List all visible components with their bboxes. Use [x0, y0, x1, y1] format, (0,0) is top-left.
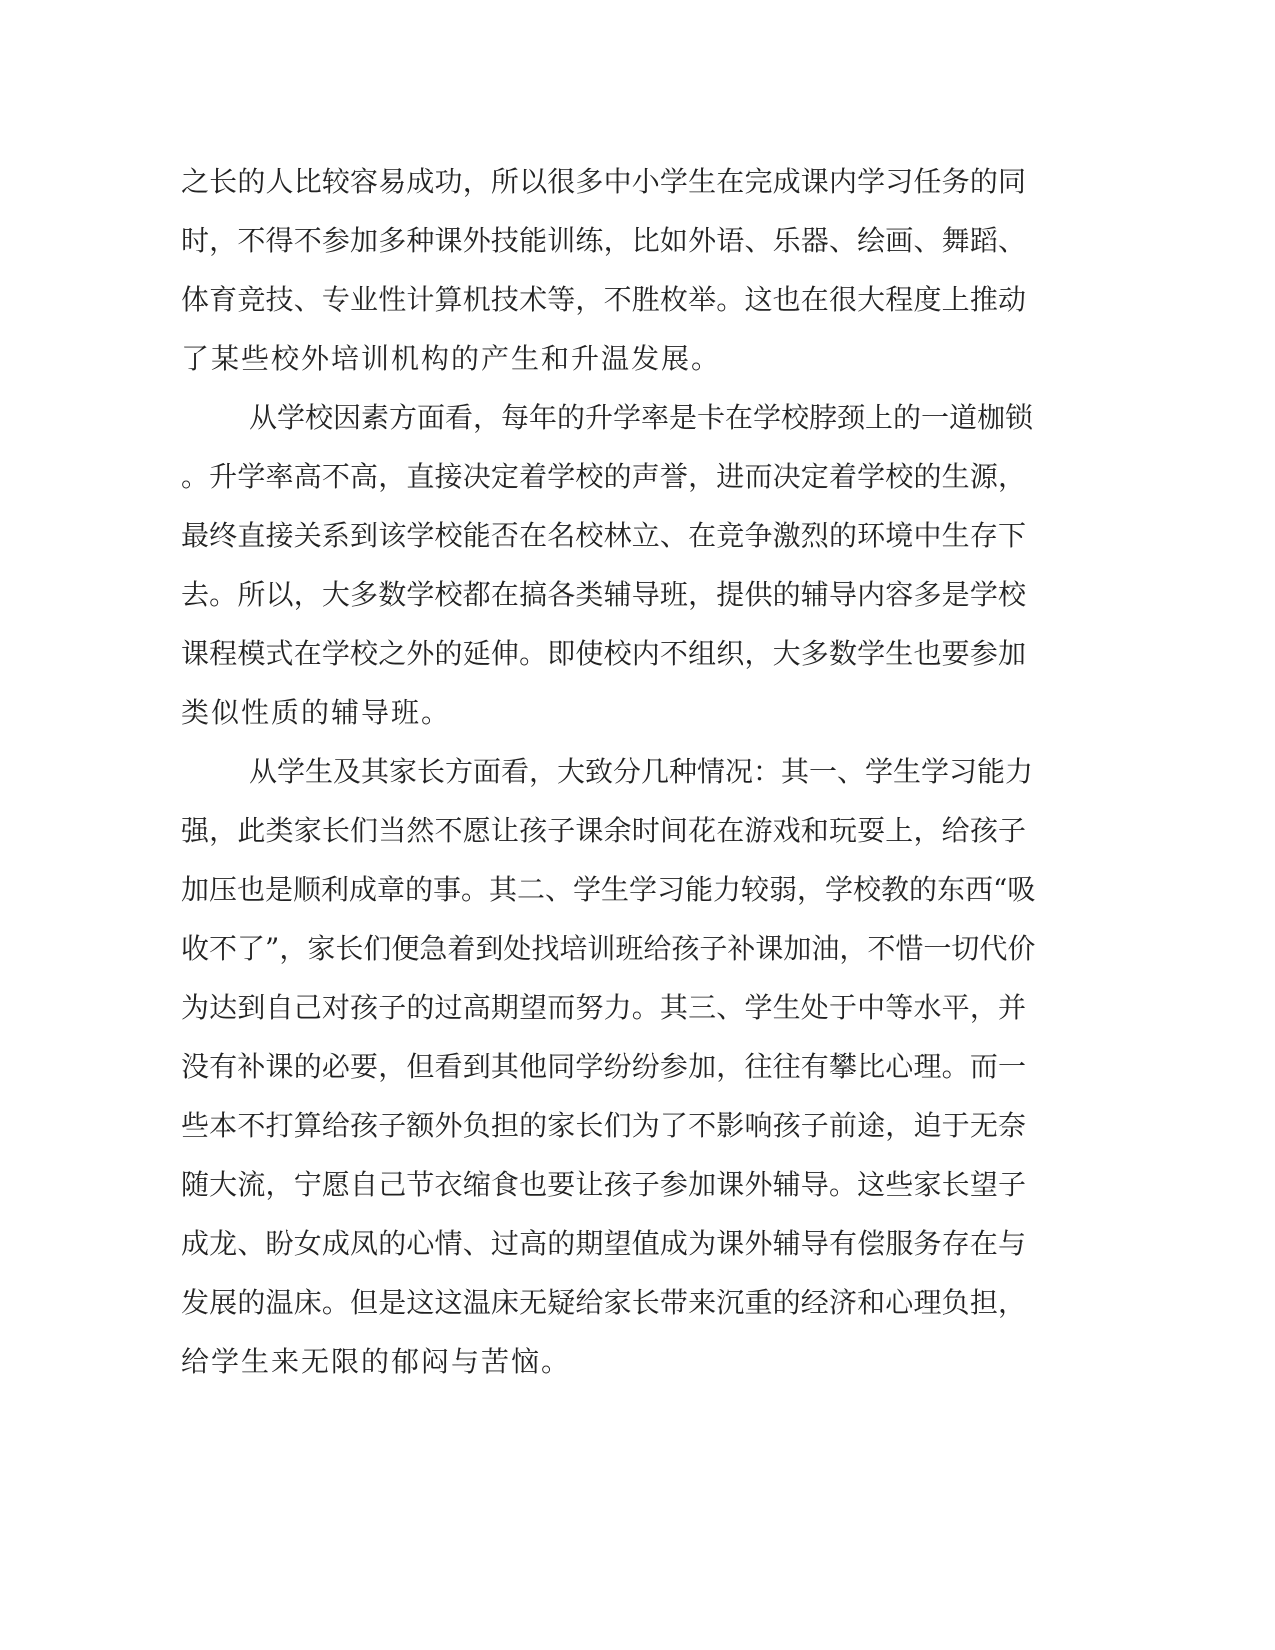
- text-line: 为达到自己对孩子的过高期望而努力。其三、学生处于中等水平，并: [181, 991, 1026, 1024]
- text-line: 去。所以，大多数学校都在搞各类辅导班，提供的辅导内容多是学校: [181, 578, 1026, 611]
- text-line: 类似性质的辅导班。: [181, 696, 452, 729]
- text-line: 强，此类家长们当然不愿让孩子课余时间花在游戏和玩耍上，给孩子: [181, 814, 1026, 847]
- text-line: 。升学率高不高，直接决定着学校的声誉，进而决定着学校的生源，: [181, 460, 1026, 493]
- text-line: 给学生来无限的郁闷与苦恼。: [181, 1345, 572, 1378]
- text-line: 发展的温床。但是这这温床无疑给家长带来沉重的经济和心理负担，: [181, 1286, 1026, 1319]
- text-line: 最终直接关系到该学校能否在名校林立、在竞争激烈的环境中生存下: [181, 519, 1026, 552]
- text-line: 从学生及其家长方面看，大致分几种情况：其一、学生学习能力: [249, 755, 1034, 788]
- text-line: 时，不得不参加多种课外技能训练，比如外语、乐器、绘画、舞蹈、: [181, 224, 1026, 257]
- text-line: 课程模式在学校之外的延伸。即使校内不组织，大多数学生也要参加: [181, 637, 1026, 670]
- text-line: 成龙、盼女成凤的心情、过高的期望值成为课外辅导有偿服务存在与: [181, 1227, 1026, 1260]
- text-line: 了某些校外培训机构的产生和升温发展。: [181, 342, 722, 375]
- body-text: [181, 160, 1036, 1399]
- text-line: 些本不打算给孩子额外负担的家长们为了不影响孩子前途，迫于无奈: [181, 1109, 1026, 1142]
- text-line: 没有补课的必要，但看到其他同学纷纷参加，往往有攀比心理。而一: [181, 1050, 1026, 1083]
- text-line: 加压也是顺利成章的事。其二、学生学习能力较弱，学校教的东西“吸: [181, 873, 1036, 906]
- paragraph-2: [181, 396, 1034, 750]
- text-line: 从学校因素方面看，每年的升学率是卡在学校脖颈上的一道枷锁: [249, 401, 1034, 434]
- text-line: 体育竞技、专业性计算机技术等，不胜枚举。这也在很大程度上推动: [181, 283, 1026, 316]
- text-line: 随大流，宁愿自己节衣缩食也要让孩子参加课外辅导。这些家长望子: [181, 1168, 1026, 1201]
- text-line: 收不了”，家长们便急着到处找培训班给孩子补课加油，不惜一切代价: [181, 932, 1036, 965]
- paragraph-1: [181, 160, 1026, 396]
- paragraph-3: [181, 750, 1036, 1399]
- text-line: 之长的人比较容易成功，所以很多中小学生在完成课内学习任务的同: [181, 165, 1026, 198]
